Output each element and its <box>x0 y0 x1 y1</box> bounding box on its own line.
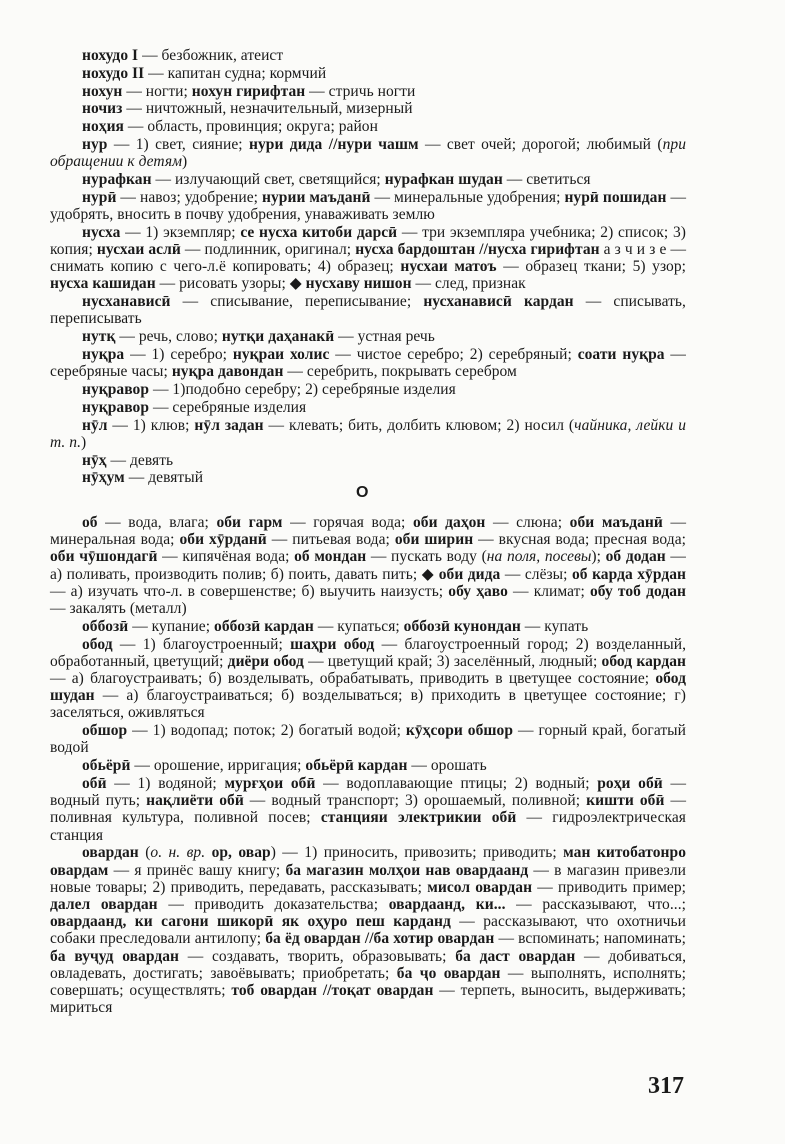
entries-n <box>50 47 686 487</box>
headword: нусханависӣ <box>82 293 171 311</box>
entries-o <box>50 514 686 1017</box>
dictionary-entry <box>50 224 686 293</box>
headword: нуқравор <box>82 380 150 398</box>
definition: — излучающий свет, светящийся; нурафкан шудан — светиться <box>151 170 591 188</box>
definition: (о. н. вр. ор, овар) — 1) приносить, привозить; приводить; ман китобатонро овардам — я принёс вашу книгу; ба магазин молҳои нав овардаанд — в магазин привезли новые товары; 2) приводить, передавать, рассказывать; мисол овардан — приводить пример; далел овардан — приводить доказательства; овардаанд, ки... — рассказывают, что...; овардаанд, ки сагони шикорӣ як оҳуро пеш карданд — рассказывают, что охотничьи собаки преследовали антилопу; ба ёд овардан //ба хотир овардан — вспоминать; напоминать; ба вуҷуд овардан — создавать, творить, образовывать; ба даст овардан — добиваться, овладевать, достигать; завоёвывать; приобретать; ба ҷо овардан — выполнять, исполнять; совершать; осуществлять; тоб овардан //тоқат овардан — терпеть, выносить, выдерживать; мириться <box>50 844 687 1017</box>
definition: — область, провинция; округа; район <box>124 118 378 136</box>
definition: — 1)подобно серебру; 2) серебряные изделия <box>149 380 456 398</box>
definition: — 1) клюв; нӯл задан — клевать; бить, долбить клювом; 2) носил (чайника, лейки и т. п.) <box>50 416 687 451</box>
dictionary-entry <box>50 417 686 451</box>
headword: овардан <box>82 844 139 862</box>
page-number: 317 <box>648 1073 684 1099</box>
dictionary-entry <box>50 83 686 100</box>
headword: обӣ <box>82 775 107 793</box>
dictionary-entry <box>50 381 686 398</box>
headword: ночиз <box>82 100 123 118</box>
headword: нурӣ <box>82 188 117 206</box>
headword: обшор <box>82 722 128 740</box>
dictionary-entry <box>50 722 686 756</box>
definition: — списывание, переписывание; нусханависӣ кардан — списывать, переписывать <box>50 293 686 328</box>
definition: — ничтожный, незначительный, мизерный <box>122 100 413 118</box>
headword: ноҳия <box>82 118 124 136</box>
definition: — 1) водяной; мурғҳои обӣ — водоплавающие птицы; 2) водный; роҳи обӣ — водный путь; нақлиёти обӣ — водный транспорт; 3) орошаемый, поливной; кишти обӣ — поливная культура, поливной посев; станцияи электрикии обӣ — гидроэлектрическая станция <box>50 775 687 844</box>
dictionary-entry <box>50 514 686 617</box>
definition: — 1) экземпляр; се нусха китоби дарсӣ — три экземпляра учебника; 2) список; 3) копия; нусхаи аслӣ — подлинник, оригинал; нусха бардоштан //нусха гирифтан а з ч и з е — снимать копию с чего-л.ё копировать; 4) образец; нусхаи матоъ — образец ткани; 5) узор; нусха кашидан — рисовать узоры; ◆ нусхаву нишон — след, признак <box>50 223 687 293</box>
definition: — девять <box>106 451 174 469</box>
dictionary-entry <box>50 293 686 327</box>
dictionary-entry <box>50 452 686 469</box>
definition: — безбожник, атеист <box>138 47 284 64</box>
headword: нӯҳ <box>82 451 107 469</box>
dictionary-entry <box>50 346 686 380</box>
section-letter: О <box>356 484 369 501</box>
headword: нохун <box>82 82 123 100</box>
headword: обьёрӣ <box>82 757 131 775</box>
headword: нусха <box>82 223 121 241</box>
dictionary-entry <box>50 189 686 223</box>
headword: нуқравор <box>82 398 150 416</box>
dictionary-entry <box>50 328 686 345</box>
dictionary-entry <box>50 618 686 635</box>
definition: — речь, слово; нутқи даҳанакӣ — устная речь <box>115 328 435 346</box>
definition: — навоз; удобрение; нурии маъданӣ — минеральные удобрения; нурӣ пошидан — удобрять, вносить в почву удобрения, унаваживать землю <box>50 188 686 223</box>
headword: нуқра <box>82 345 125 363</box>
definition: — капитан судна; кормчий <box>144 64 327 82</box>
definition: — 1) свет, сияние; нури дида //нури чашм — свет очей; дорогой; любимый (при обращении к детям) <box>50 135 686 171</box>
headword: нохудо I <box>82 47 139 64</box>
dictionary-entry <box>50 757 686 774</box>
definition: — девятый <box>124 469 204 487</box>
definition: — 1) серебро; нуқраи холис — чистое серебро; 2) серебряный; соати нуқра — серебряные часы; нуқра давондан — серебрить, покрывать серебром <box>50 345 686 381</box>
definition: — серебряные изделия <box>149 398 307 416</box>
headword: нохудо II <box>82 64 145 82</box>
definition: — вода, влага; оби гарм — горячая вода; оби даҳон — слюна; оби маъданӣ — минеральная вода; оби хӯрданӣ — питьевая вода; оби ширин — вкусная вода; пресная вода; оби чӯшондагӣ — кипячёная вода; об мондан — пускать воду (на поля, посевы); об додан — а) поливать, производить полив; б) поить, давать пить; ◆ оби дида — слёзы; об карда хӯрдан — а) изучать что-л. в совершенстве; б) выучить наизусть; обу ҳаво — климат; обу тоб додан — закалять (металл) <box>50 514 686 618</box>
dictionary-entry <box>50 844 686 1016</box>
headword: нутқ <box>82 328 116 346</box>
definition: — 1) водопад; поток; 2) богатый водой; кӯҳсори обшор — горный край, богатый водой <box>50 722 686 757</box>
definition: — 1) благоустроенный; шаҳри обод — благоустроенный город; 2) возделанный, обработанный, цветущий; диёри обод — цветущий край; 3) заселённый, людный; обод кардан — а) благоустраивать; б) возделывать, обрабатывать, приводить в цветущее состояние; обод шудан — а) благоустраиваться; б) возделываться; в) приходить в цветущее состояние; г) заселяться, оживляться <box>50 635 687 722</box>
headword: нурафкан <box>82 170 152 188</box>
dictionary-entry <box>50 171 686 188</box>
headword: обод <box>82 635 113 653</box>
definition: — орошение, ирригация; обьёрӣ кардан — орошать <box>130 757 487 775</box>
definition: — ногти; нохун гирифтан — стричь ногти <box>122 82 416 100</box>
dictionary-entry <box>50 100 686 117</box>
definition: — купание; оббозӣ кардан — купаться; оббозӣ кунондан — купать <box>128 617 589 635</box>
dictionary-entry <box>50 399 686 416</box>
dictionary-entry <box>50 47 686 64</box>
dictionary-entry <box>50 136 686 170</box>
headword: об <box>82 514 98 531</box>
dictionary-entry <box>50 65 686 82</box>
headword: нӯҳум <box>82 469 125 487</box>
headword: нур <box>82 135 108 153</box>
headword: нӯл <box>82 416 108 434</box>
dictionary-entry <box>50 775 686 844</box>
dictionary-entry <box>50 636 686 722</box>
headword: оббозӣ <box>82 617 129 635</box>
dictionary-entry <box>50 118 686 135</box>
